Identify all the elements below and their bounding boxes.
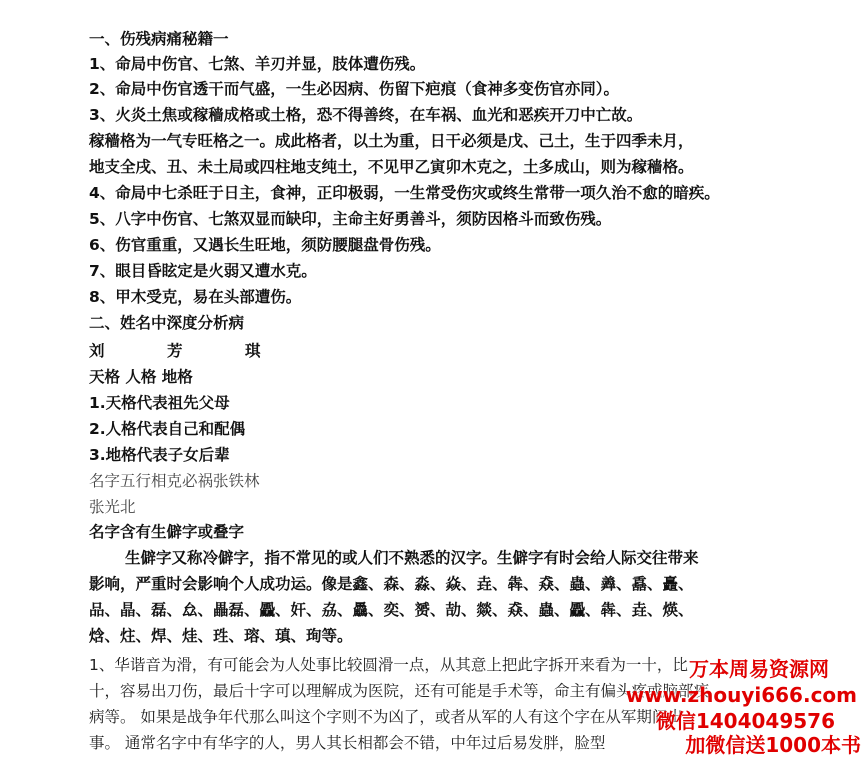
list-item: 5、八字中伤官、七煞双显而缺印，主命主好勇善斗，须防因格斗而致伤残。 (89, 210, 612, 228)
grid-item: 1.天格代表祖先父母 (89, 394, 230, 412)
paragraph-line: 十，容易出刀伤，最后十字可以理解成为医院，还有可能是手术等，命主有偏头疼或脑部疾 (89, 682, 710, 700)
list-item: 2、命局中伤官透干而气盛，一生必因病、伤留下疤痕（食神多变伤官亦同）。 (89, 80, 620, 98)
list-item: 4、命局中七杀旺于日主，食神，正印极弱，一生常受伤灾或终生常带一项久治不愈的暗疾。 (89, 184, 720, 202)
section-heading: 一、伤残病痛秘籍一 (89, 30, 229, 48)
list-item: 3、火炎土焦或稼穑成格或土格，恐不得善终，在车祸、血光和恶疾开刀中亡故。 (89, 106, 643, 124)
paragraph-line: 生僻字又称冷僻字，指不常见的或人们不熟悉的汉字。生僻字有时会给人际交往带来 (125, 549, 699, 567)
grid-labels: 天格 人格 地格 (89, 368, 193, 386)
grid-item: 2.人格代表自己和配偶 (89, 420, 246, 438)
section-heading: 二、姓名中深度分析病 (89, 314, 245, 332)
list-item: 8、甲木受克，易在头部遭伤。 (89, 288, 302, 306)
paragraph-line: 病等。 如果是战争年代那么叫这个字则不为凶了，或者从军的人有这个字在从军期间出 (89, 708, 683, 726)
example-name (89, 340, 262, 362)
watermark-line: 加微信送1000本书 (685, 733, 861, 757)
paragraph-line: 焓、炷、焊、烓、珄、瑢、瑱、珣等。 (89, 627, 353, 645)
list-item: 6、伤官重重，又遇长生旺地，须防腰腿盘骨伤残。 (89, 236, 441, 254)
caption: 名字五行相克必祸张铁林 (89, 472, 260, 490)
list-item: 1、命局中伤官、七煞、羊刃并显，肢体遭伤残。 (89, 55, 426, 73)
name-char: 琪 (245, 342, 262, 360)
watermark-line: 万本周易资源网 (689, 657, 829, 681)
paragraph-line: 品、晶、磊、厽、畾磊、飍、奸、劦、驫、奕、赟、劼、燚、猋、蟲、飍、犇、垚、煐、 (89, 601, 694, 619)
name-char: 芳 (167, 342, 184, 360)
watermark-line: www.zhouyi666.com (625, 683, 857, 707)
watermark-line: 微信1404049576 (655, 709, 835, 733)
note-line: 地支全戌、丑、未土局或四柱地支纯土，不见甲乙寅卯木克之，土多成山，则为稼穑格。 (89, 158, 694, 176)
caption: 张光北 (89, 498, 136, 516)
subheading: 名字含有生僻字或叠字 (89, 523, 245, 541)
paragraph-line: 1、华谐音为滑，有可能会为人处事比较圆滑一点，从其意上把此字拆开来看为一十，比 (89, 656, 688, 674)
paragraph-line: 事。 通常名字中有华字的人，男人其长相都会不错，中年过后易发胖，脸型 (89, 734, 606, 752)
note-line: 稼穑格为一气专旺格之一。成此格者，以土为重，日干必须是戊、己土，生于四季未月， (89, 132, 694, 150)
paragraph-line: 影响，严重时会影响个人成功运。像是鑫、森、淼、焱、垚、犇、猋、蟲、羴、舙、矗、 (89, 575, 694, 593)
list-item: 7、眼目昏眩定是火弱又遭水克。 (89, 262, 317, 280)
grid-item: 3.地格代表子女后辈 (89, 446, 230, 464)
name-char: 刘 (89, 342, 106, 360)
